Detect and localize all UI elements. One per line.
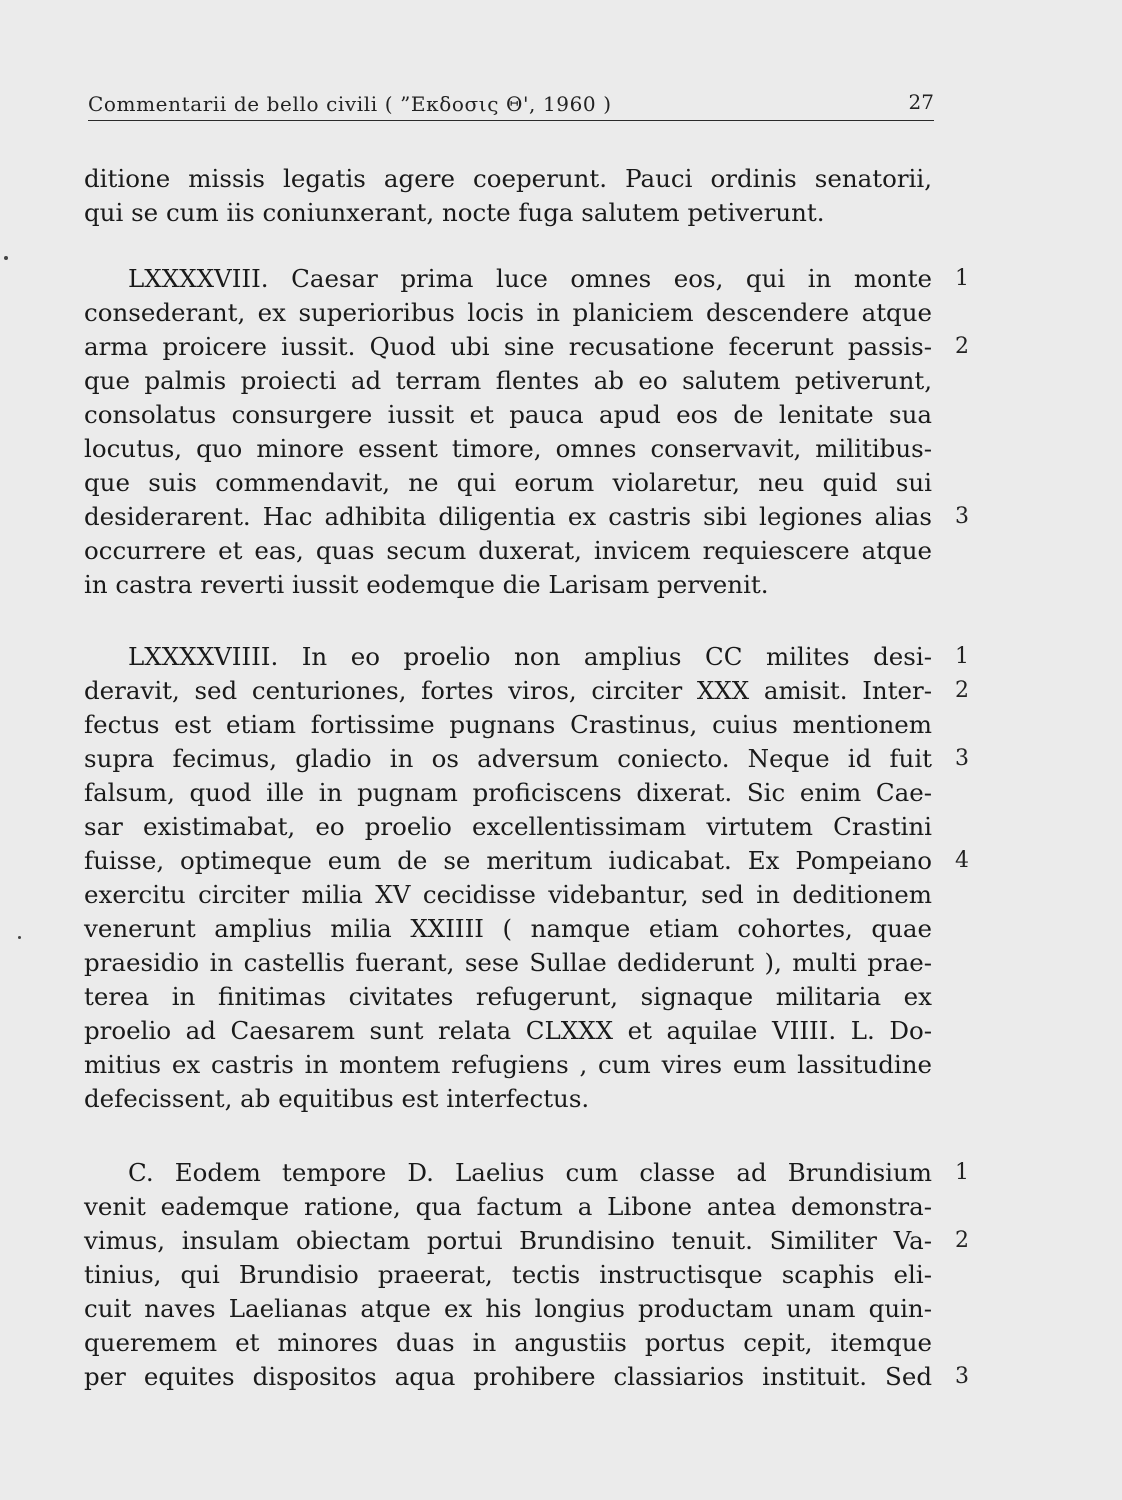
chapter-heading-line: C. Eodem tempore D. Laelius cum classe ad Brundisium bbox=[128, 1158, 932, 1187]
text-line: defecissent, ab equitibus est interfectus. bbox=[84, 1084, 590, 1113]
chapter-heading-line: LXXXXVIII. Caesar prima luce omnes eos, qui in monte bbox=[128, 264, 932, 293]
text-line: venerunt amplius milia XXIIII ( namque etiam cohortes, quae bbox=[84, 914, 932, 943]
section-number: 1 bbox=[955, 644, 969, 669]
text-line: proelio ad Caesarem sunt relata CLXXX et aquilae VIIII. L. Do- bbox=[84, 1016, 932, 1045]
text-line: consederant, ex superioribus locis in planiciem descendere atque bbox=[84, 298, 932, 327]
section-number: 2 bbox=[955, 678, 969, 703]
text-line: arma proicere iussit. Quod ubi sine recusatione fecerunt passis- bbox=[84, 332, 932, 361]
text-line: deravit, sed centuriones, fortes viros, circiter XXX amisit. Inter- bbox=[84, 676, 932, 705]
text-line: queremem et minores duas in angustiis portus cepit, itemque bbox=[84, 1328, 932, 1357]
text-line: praesidio in castellis fuerant, sese Sullae dediderunt ), multi prae- bbox=[84, 948, 932, 977]
text-line: mitius ex castris in montem refugiens , cum vires eum lassitudine bbox=[84, 1050, 932, 1079]
text-line: venit eademque ratione, qua factum a Libone antea demonstra- bbox=[84, 1192, 932, 1221]
text-line: fuisse, optimeque eum de se meritum iudicabat. Ex Pompeiano bbox=[84, 846, 932, 875]
text-line: tinius, qui Brundisio praeerat, tectis instructisque scaphis eli- bbox=[84, 1260, 932, 1289]
chapter-heading-line: LXXXXVIIII. In eo proelio non amplius CC milites desi- bbox=[128, 642, 932, 671]
text-line: falsum, quod ille in pugnam proficiscens dixerat. Sic enim Cae- bbox=[84, 778, 932, 807]
scan-speck bbox=[4, 256, 8, 260]
text-line: supra fecimus, gladio in os adversum coniecto. Neque id fuit bbox=[84, 744, 932, 773]
text-line: fectus est etiam fortissime pugnans Crastinus, cuius mentionem bbox=[84, 710, 932, 739]
page-number: 27 bbox=[908, 90, 934, 114]
text-line: sar existimabat, eo proelio excellentissimam virtutem Crastini bbox=[84, 812, 932, 841]
text-line: que suis commendavit, ne qui eorum violaretur, neu quid sui bbox=[84, 468, 932, 497]
text-line: vimus, insulam obiectam portui Brundisino tenuit. Similiter Va- bbox=[84, 1226, 932, 1255]
text-line: que palmis proiecti ad terram flentes ab eo salutem petiverunt, bbox=[84, 366, 932, 395]
section-number: 1 bbox=[955, 266, 969, 291]
section-number: 1 bbox=[955, 1160, 969, 1185]
section-number: 3 bbox=[955, 746, 969, 771]
running-header-title: Commentarii de bello civili ( ”Εκδοσις Θ', 1960 ) bbox=[88, 92, 612, 116]
text-line: occurrere et eas, quas secum duxerat, invicem requiescere atque bbox=[84, 536, 932, 565]
text-line: qui se cum iis coniunxerant, nocte fuga salutem petiverunt. bbox=[84, 198, 825, 227]
text-line: consolatus consurgere iussit et pauca apud eos de lenitate sua bbox=[84, 400, 932, 429]
text-line: terea in finitimas civitates refugerunt, signaque militaria ex bbox=[84, 982, 932, 1011]
section-number: 2 bbox=[955, 1228, 969, 1253]
text-line: desiderarent. Hac adhibita diligentia ex castris sibi legiones alias bbox=[84, 502, 932, 531]
scan-speck bbox=[18, 936, 21, 939]
text-line: per equites dispositos aqua prohibere classiarios instituit. Sed bbox=[84, 1362, 932, 1391]
text-line: locutus, quo minore essent timore, omnes conservavit, militibus- bbox=[84, 434, 932, 463]
text-line: cuit naves Laelianas atque ex his longius productam unam quin- bbox=[84, 1294, 932, 1323]
running-header bbox=[88, 88, 934, 121]
section-number: 4 bbox=[955, 848, 969, 873]
text-line: ditione missis legatis agere coeperunt. Pauci ordinis senatorii, bbox=[84, 164, 932, 193]
section-number: 2 bbox=[955, 334, 969, 359]
section-number: 3 bbox=[955, 1364, 969, 1389]
text-line: in castra reverti iussit eodemque die Larisam pervenit. bbox=[84, 570, 769, 599]
section-number: 3 bbox=[955, 504, 969, 529]
text-line: exercitu circiter milia XV cecidisse videbantur, sed in deditionem bbox=[84, 880, 932, 909]
